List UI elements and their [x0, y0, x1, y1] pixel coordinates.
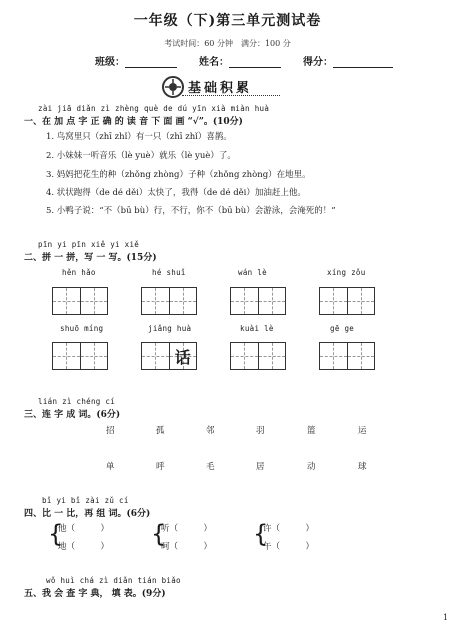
match-char-bottom[interactable]: 呼 — [156, 462, 165, 472]
pinyin-prompt: gē ge — [330, 324, 355, 333]
banner-badge-icon — [162, 76, 184, 98]
match-char-top[interactable]: 篮 — [307, 426, 316, 436]
score-field[interactable] — [333, 57, 393, 68]
compare-word[interactable]: 听（ ） — [161, 524, 213, 534]
brace-icon: { — [48, 520, 64, 548]
name-label: 姓名： — [199, 57, 229, 68]
section-banner — [150, 76, 300, 98]
section4-title: 四、比 一 比，再 组 词。(6分) — [24, 509, 151, 519]
section1-item-5: 5. 小鸭子说：“不（bū bù）行，不行，你不（bū bù）会游泳，会淹死的！” — [46, 206, 336, 216]
example-character: 话 — [174, 348, 191, 367]
pinyin-prompt: xíng zǒu — [327, 268, 366, 277]
match-char-top[interactable]: 邻 — [206, 426, 215, 436]
section4-pinyin: bǐ yi bǐ zài zǔ cí — [42, 496, 129, 505]
writing-grid[interactable] — [141, 287, 197, 315]
section1-item-1: 1. 鸟窝里只（zhī zhǐ）有一只（zhī zhǐ）喜鹊。 — [46, 132, 232, 142]
match-char-bottom[interactable]: 单 — [106, 462, 115, 472]
section2-title: 二、拼 一 拼，写 一 写。(15分) — [24, 253, 157, 263]
banner-underline — [182, 95, 280, 96]
match-char-top[interactable]: 孤 — [156, 426, 165, 436]
class-label: 班级： — [95, 57, 125, 68]
section1-item-2: 2. 小妹妹一听音乐（lè yuè）就乐（lè yuè）了。 — [46, 151, 236, 161]
brace-icon: { — [253, 520, 269, 548]
compare-word[interactable]: 许（ ） — [263, 524, 315, 534]
section1-item-3: 3. 妈妈把花生的种（zhǒng zhòng）子种（zhǒng zhòng）在地里。 — [46, 170, 311, 180]
match-char-bottom[interactable]: 毛 — [206, 462, 215, 472]
writing-grid[interactable] — [141, 342, 197, 370]
compare-word[interactable]: 午（ ） — [263, 542, 315, 552]
section5-pinyin: wǒ huì chá zì diǎn tián biǎo — [46, 576, 181, 585]
pinyin-prompt: hěn hǎo — [62, 268, 96, 277]
writing-grid[interactable] — [52, 287, 108, 315]
section2-pinyin: pīn yi pīn xiě yi xiě — [38, 240, 140, 249]
score-label: 得分： — [303, 57, 333, 68]
match-char-bottom[interactable]: 居 — [256, 462, 265, 472]
page-number: 1 — [443, 613, 449, 622]
compare-word[interactable]: 呵（ ） — [161, 542, 213, 552]
match-char-top[interactable]: 运 — [358, 426, 367, 436]
compare-word[interactable]: 地（ ） — [58, 542, 110, 552]
pinyin-prompt: hé shuǐ — [152, 268, 186, 277]
page-title: 一年级（下)第三单元测试卷 — [133, 13, 322, 29]
brace-icon: { — [151, 520, 167, 548]
writing-grid[interactable] — [319, 287, 375, 315]
banner-text: 基础积累 — [188, 81, 253, 96]
section1-item-4: 4. 状状跑得（de dé děi）太快了，我得（de dé děi）加油赶上他。 — [46, 188, 306, 198]
section3-title: 三、连 字 成 词。(6分) — [24, 410, 121, 420]
match-char-bottom[interactable]: 球 — [358, 462, 367, 472]
pinyin-prompt: kuài lè — [240, 324, 274, 333]
match-char-bottom[interactable]: 动 — [307, 462, 316, 472]
pinyin-prompt: shuō míng — [60, 324, 104, 333]
student-info-line — [95, 53, 393, 68]
match-char-top[interactable]: 招 — [106, 426, 115, 436]
compare-word[interactable]: 他（ ） — [58, 524, 110, 534]
section1-pinyin: zài jiā diǎn zì zhèng què de dú yīn xià miàn huà — [38, 104, 270, 113]
writing-grid[interactable] — [230, 342, 286, 370]
writing-grid[interactable] — [52, 342, 108, 370]
pinyin-prompt: jiǎng huà — [148, 324, 192, 333]
exam-meta: 考试时间：60 分钟 满分：100 分 — [164, 39, 291, 48]
section1-title: 一、在 加 点 字 正 确 的 读 音 下 面 画 “√”。(10分) — [24, 117, 243, 127]
pinyin-prompt: wán lè — [238, 268, 267, 277]
class-field[interactable] — [125, 57, 177, 68]
section5-title: 五、我 会 查 字 典， 填 表。(9分) — [24, 589, 166, 599]
writing-grid[interactable] — [230, 287, 286, 315]
match-char-top[interactable]: 羽 — [256, 426, 265, 436]
section3-pinyin: lián zì chéng cí — [38, 397, 116, 406]
writing-grid[interactable] — [319, 342, 375, 370]
name-field[interactable] — [229, 57, 281, 68]
